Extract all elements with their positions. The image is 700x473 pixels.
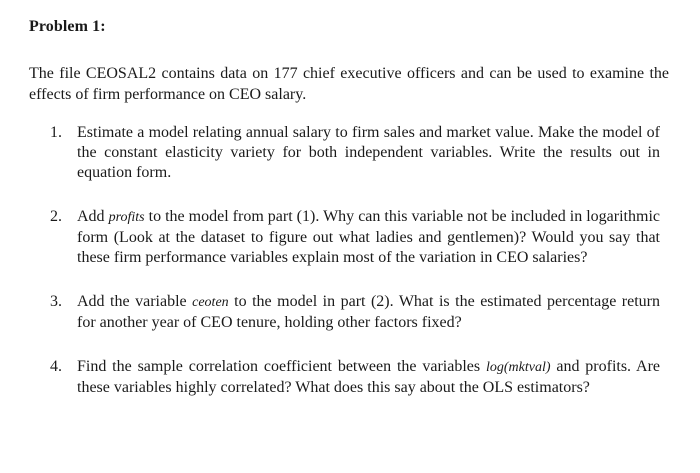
question-number: 1. (50, 124, 62, 141)
question-item-1 (50, 123, 660, 183)
question-list (50, 123, 660, 398)
question-number: 4. (50, 358, 62, 375)
variable-term: profits (108, 210, 145, 225)
intro-paragraph: The file CEOSAL2 contains data on 177 chief executive officers and can be used to examine the effects of firm performance on CEO salary. (29, 65, 669, 103)
question-number: 3. (50, 293, 62, 310)
question-text (77, 357, 660, 398)
variable-term: log(mktval) (485, 360, 551, 375)
question-text-before-term: Add (77, 208, 109, 225)
question-text-after-term: to the model in part (2). What is the estimated percentage return for another year of CEO tenure, holding other factors fixed? (77, 293, 660, 331)
question-item-4 (50, 357, 660, 398)
question-text-before-term: Add the variable (77, 293, 193, 310)
problem-heading: Problem 1: (29, 18, 106, 35)
question-number: 2. (50, 208, 62, 225)
question-item-2 (50, 207, 660, 268)
question-text-before-term: Find the sample correlation coefficient between the variables (77, 358, 486, 375)
question-text: Estimate a model relating annual salary to firm sales and market value. Make the model of the constant elasticity variety for both independent variables. Write the results out in equation form. (77, 124, 660, 181)
question-text (77, 292, 660, 333)
question-item-3 (50, 292, 660, 333)
variable-term: ceoten (192, 295, 229, 310)
question-text (77, 207, 660, 268)
question-text-after-term: to the model from part (1). Why can this variable not be included in logarithmic form (Look at the dataset to figure out what ladies and gentlemen)? Would you say that these firm performance variables explain most of the variation in CEO salaries? (77, 208, 660, 266)
question-text-after-term: and profits. Are these variables highly correlated? What does this say about the OLS estimators? (77, 358, 661, 396)
